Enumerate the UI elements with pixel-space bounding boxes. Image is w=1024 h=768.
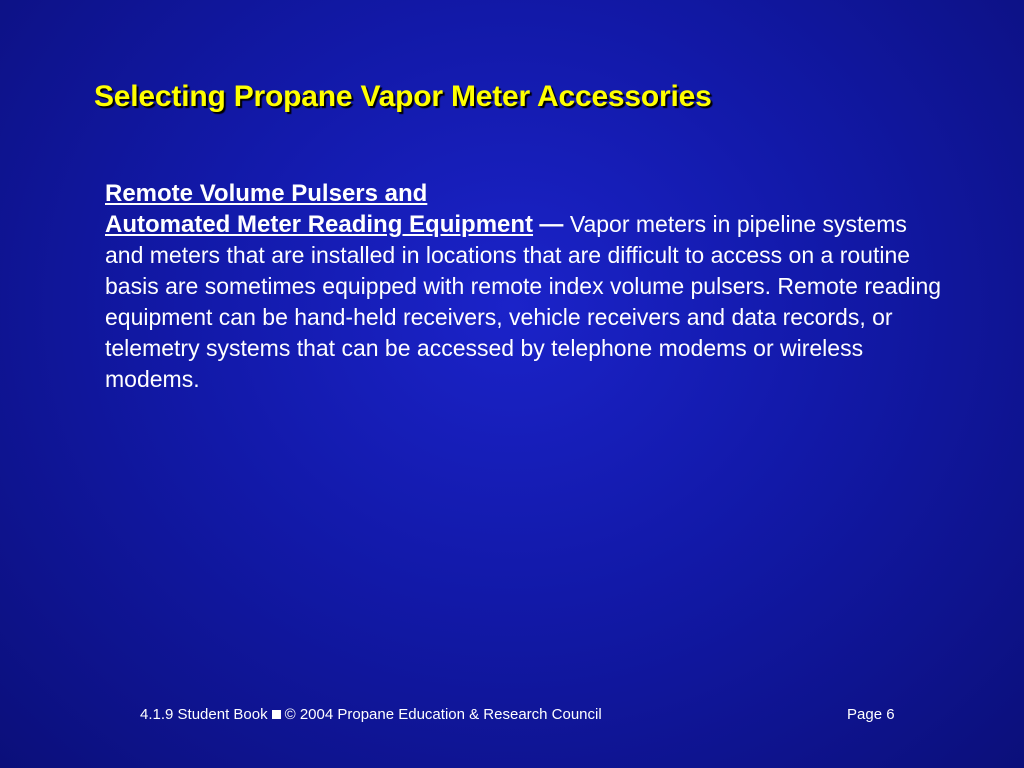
body-paragraph: Vapor meters in pipeline systems and meters that are installed in locations that are difficult to access on a routine basis are sometimes equipped with remote index volume pulsers. Remote reading equipment can be hand-held receivers, vehicle receivers and data records, or telemetry systems that can be accessed by telephone modems or wireless modems.: [105, 211, 942, 392]
body-content: [105, 178, 945, 395]
slide-title: Selecting Propane Vapor Meter Accessories: [94, 80, 712, 113]
footer: [140, 706, 920, 723]
square-bullet-icon: [272, 710, 281, 719]
em-dash: —: [539, 211, 564, 238]
footer-book-ref: 4.1.9 Student Book: [140, 706, 268, 723]
section-heading-line2: Automated Meter Reading Equipment: [105, 211, 534, 238]
section-heading-line1: Remote Volume Pulsers and: [105, 180, 428, 207]
footer-page-number: Page 6: [847, 706, 895, 723]
footer-copyright: © 2004 Propane Education & Research Council: [284, 706, 602, 723]
